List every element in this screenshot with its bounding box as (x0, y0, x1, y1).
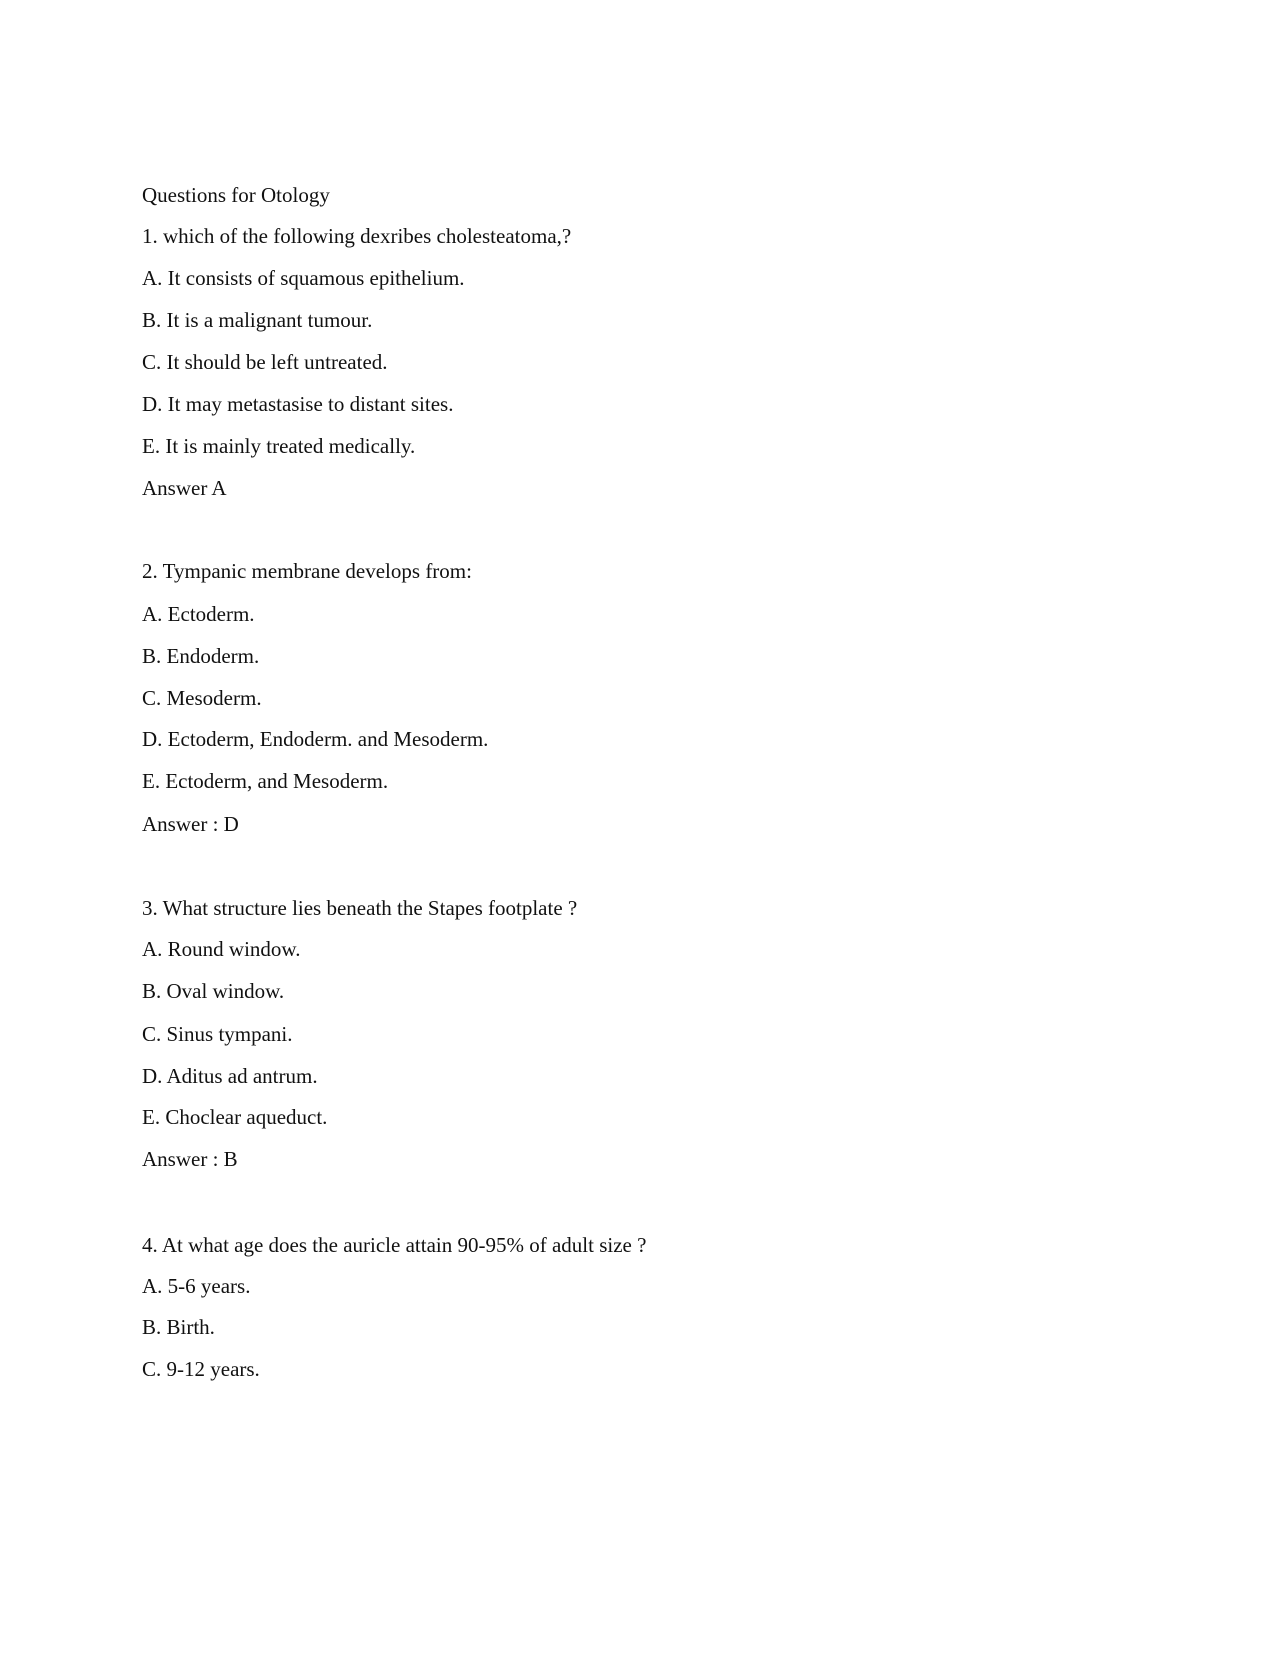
question-text: 3. What structure lies beneath the Stapes footplate ? (142, 896, 578, 920)
answer-option: E. It is mainly treated medically. (142, 434, 416, 458)
answer-option: B. It is a malignant tumour. (142, 308, 373, 332)
answer-key: Answer : B (142, 1147, 238, 1171)
answer-option: B. Birth. (142, 1315, 215, 1339)
answer-option: B. Endoderm. (142, 644, 260, 668)
answer-option: A. Ectoderm. (142, 602, 255, 626)
answer-option: A. It consists of squamous epithelium. (142, 266, 465, 290)
document-title: Questions for Otology (142, 183, 330, 207)
question-text: 1. which of the following dexribes cholesteatoma,? (142, 224, 572, 248)
question-text: 4. At what age does the auricle attain 90-95% of adult size ? (142, 1233, 647, 1257)
answer-key: Answer : D (142, 812, 239, 836)
answer-option: D. Aditus ad antrum. (142, 1064, 318, 1088)
answer-key: Answer A (142, 476, 227, 500)
answer-option: C. 9-12 years. (142, 1357, 260, 1381)
answer-option: B. Oval window. (142, 979, 285, 1003)
answer-option: C. It should be left untreated. (142, 350, 388, 374)
answer-option: C. Mesoderm. (142, 686, 262, 710)
answer-option: D. Ectoderm, Endoderm. and Mesoderm. (142, 727, 489, 751)
answer-option: C. Sinus tympani. (142, 1022, 293, 1046)
answer-option: E. Choclear aqueduct. (142, 1105, 328, 1129)
answer-option: A. 5-6 years. (142, 1274, 251, 1298)
answer-option: E. Ectoderm, and Mesoderm. (142, 769, 389, 793)
question-text: 2. Tympanic membrane develops from: (142, 559, 472, 583)
answer-option: D. It may metastasise to distant sites. (142, 392, 454, 416)
answer-option: A. Round window. (142, 937, 301, 961)
